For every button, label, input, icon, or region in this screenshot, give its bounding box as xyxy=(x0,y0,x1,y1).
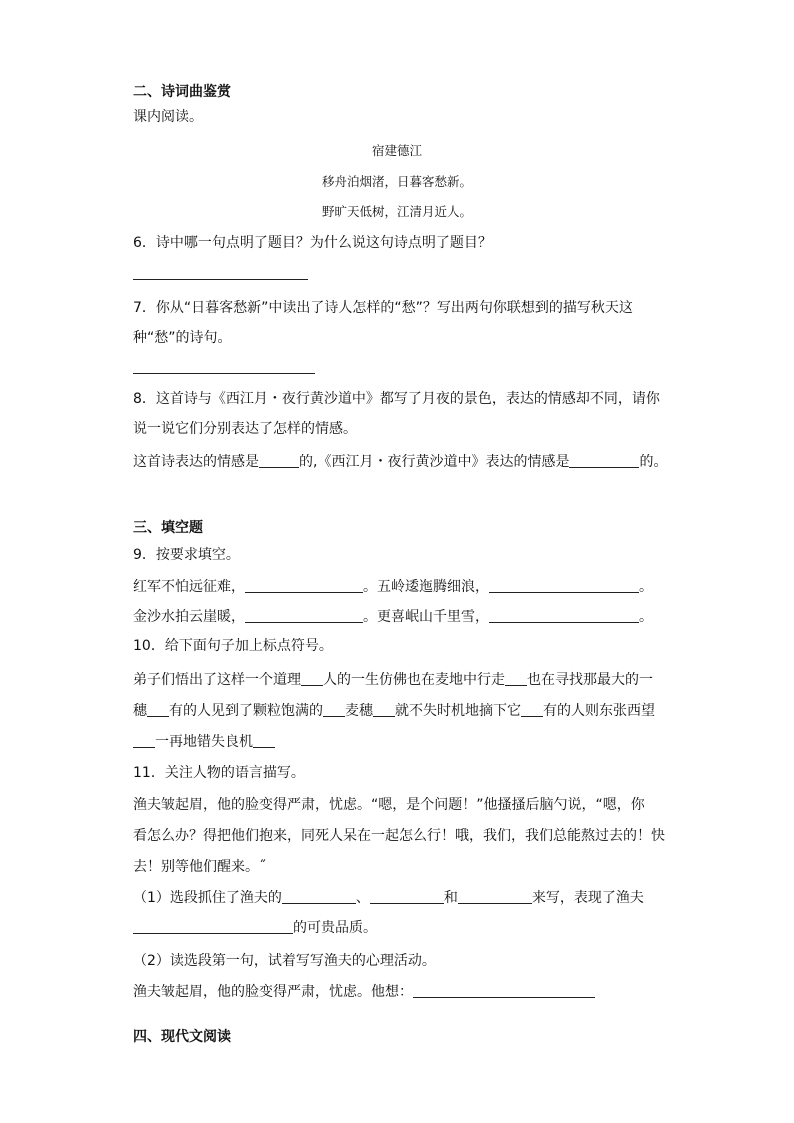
section-heading-poetry: 二、诗词曲鉴赏 xyxy=(133,84,231,100)
blank-q11-4[interactable] xyxy=(133,919,293,934)
poem-line-1: 移舟泊烟渚，日暮客愁新。 xyxy=(321,174,472,189)
question-10-line-1: 弟子们悟出了这样一个道理 人的一生仿佛也在麦地中行走 也在寻找那最大的一 xyxy=(133,672,653,688)
answer-line-q7[interactable] xyxy=(133,373,315,374)
poem-title: 宿建德江 xyxy=(371,143,422,158)
answer-line-q6[interactable] xyxy=(133,279,308,280)
blank-q9-3[interactable] xyxy=(245,608,363,623)
question-9: 9．按要求填空。 xyxy=(133,547,240,563)
blank-q9-1[interactable] xyxy=(245,578,363,593)
question-11-sub-1-cont: 的可贵品质。 xyxy=(133,918,377,938)
question-11-sub-1: （1）选段抓住了渔夫的 、 和 来写，表现了渔夫 xyxy=(133,890,644,906)
question-8-fill: 这首诗表达的情感是 的,《西江月・夜行黄沙道中》表达的情感是 的。 xyxy=(133,454,668,470)
blank-q10-6[interactable] xyxy=(521,702,543,717)
question-11-sub-2: （2）读选段第一句，试着写写渔夫的心理活动。 xyxy=(133,953,436,969)
question-6: 6．诗中哪一句点明了题目？为什么说这句诗点明了题目？ xyxy=(133,235,492,251)
question-7-line-2: 种“愁”的诗句。 xyxy=(133,330,232,346)
blank-q11-1[interactable] xyxy=(282,889,356,904)
passage-line-2: 看怎么办？得把他们抱来，同死人呆在一起怎么行！哦，我们，我们总能熬过去的！快 xyxy=(133,828,665,844)
section-heading-fill-in: 三、填空题 xyxy=(133,520,203,536)
blank-q11-3[interactable] xyxy=(458,889,532,904)
blank-q9-4[interactable] xyxy=(489,608,639,623)
blank-q11-5[interactable] xyxy=(413,983,595,998)
passage-line-1: 渔夫皱起眉，他的脸变得严肃，忧虑。“嗯，是个问题！”他搔搔后脑勺说，“嗯，你 xyxy=(133,797,645,813)
blank-q10-4[interactable] xyxy=(323,702,345,717)
blank-q9-2[interactable] xyxy=(489,578,639,593)
blank-q10-7[interactable] xyxy=(133,733,155,748)
reading-intro: 课内阅读。 xyxy=(133,109,203,125)
question-9-line-2: 金沙水拍云崖暖， 。更喜岷山千里雪， 。 xyxy=(133,609,653,625)
question-8-line-1: 8．这首诗与《西江月・夜行黄沙道中》都写了月夜的景色，表达的情感却不同，请你 xyxy=(133,391,660,407)
section-heading-modern-reading: 四、现代文阅读 xyxy=(133,1029,231,1045)
poem-line-2: 野旷天低树，江清月近人。 xyxy=(321,204,472,219)
question-9-line-1: 红军不怕远征难， 。五岭逶迤腾细浪， 。 xyxy=(133,579,653,595)
question-10-line-2: 穗 有的人见到了颗粒饱满的 麦穗 就不失时机地摘下它 有的人则东张西望 xyxy=(133,703,655,719)
blank-q10-2[interactable] xyxy=(505,671,527,686)
question-11-sub-2-fill: 渔夫皱起眉，他的脸变得严肃，忧虑。他想： xyxy=(133,982,595,1002)
question-10: 10．给下面句子加上标点符号。 xyxy=(133,638,333,654)
blank-q10-5[interactable] xyxy=(373,702,395,717)
question-8-line-2: 说一说它们分别表达了怎样的情感。 xyxy=(133,421,357,437)
blank-q10-1[interactable] xyxy=(301,671,323,686)
passage-line-3: 去！别等他们醒来。˝ xyxy=(133,859,266,875)
blank-q10-3[interactable] xyxy=(147,702,169,717)
blank-q8-2[interactable] xyxy=(569,453,639,468)
question-11: 11．关注人物的语言描写。 xyxy=(133,765,305,781)
question-10-line-3: 一再地错失良机 xyxy=(133,732,275,752)
blank-q10-8[interactable] xyxy=(253,733,275,748)
question-7-line-1: 7．你从“日暮客愁新”中读出了诗人怎样的“愁”？写出两句你联想到的描写秋天这 xyxy=(133,300,633,316)
blank-q8-1[interactable] xyxy=(259,453,299,468)
blank-q11-2[interactable] xyxy=(370,889,444,904)
